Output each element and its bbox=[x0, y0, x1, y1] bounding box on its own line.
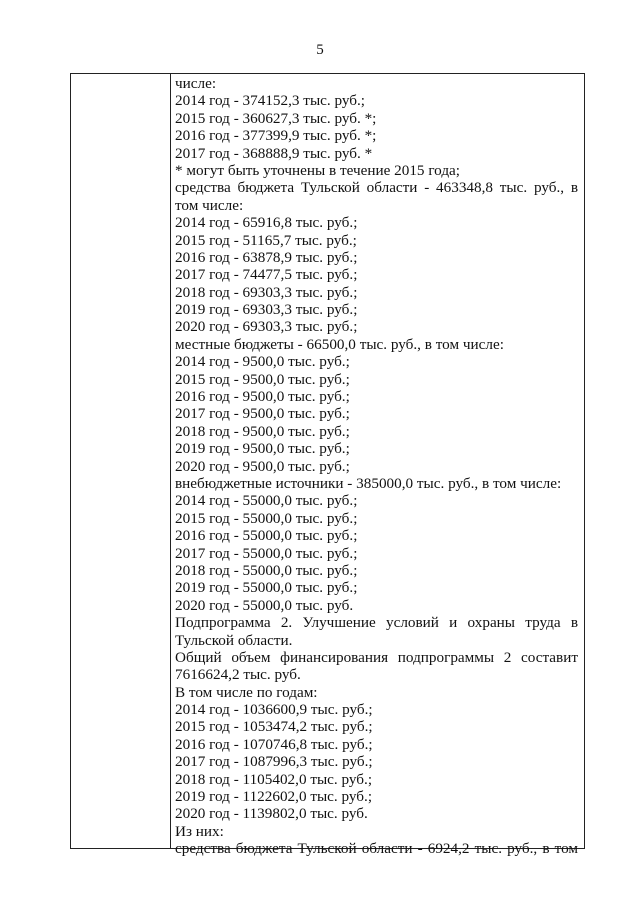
text-line: 2020 год - 9500,0 тыс. руб.; bbox=[175, 457, 350, 475]
text-line: 2017 год - 1087996,3 тыс. руб.; bbox=[175, 753, 373, 771]
text-line: 2014 год - 65916,8 тыс. руб.; bbox=[175, 214, 358, 232]
text-line: 2015 год - 55000,0 тыс. руб.; bbox=[175, 509, 358, 527]
text-line: 2019 год - 69303,3 тыс. руб.; bbox=[175, 301, 358, 319]
text-line: 2015 год - 1053474,2 тыс. руб.; bbox=[175, 718, 373, 736]
text-line: 2016 год - 63878,9 тыс. руб.; bbox=[175, 248, 358, 266]
text-line: 2017 год - 9500,0 тыс. руб.; bbox=[175, 405, 350, 423]
text-line: Подпрограмма 2. Улучшение условий и охраны труда в bbox=[175, 614, 578, 632]
text-line: том числе: bbox=[175, 196, 244, 214]
text-line: 2014 год - 9500,0 тыс. руб.; bbox=[175, 353, 350, 371]
text-line: 2019 год - 55000,0 тыс. руб.; bbox=[175, 579, 358, 597]
text-line: местные бюджеты - 66500,0 тыс. руб., в том числе: bbox=[175, 335, 504, 353]
text-line: 2019 год - 9500,0 тыс. руб.; bbox=[175, 440, 350, 458]
text-line: 2017 год - 74477,5 тыс. руб.; bbox=[175, 266, 358, 284]
text-line: 7616624,2 тыс. руб. bbox=[175, 666, 301, 684]
table-column-left bbox=[170, 74, 171, 848]
text-line: 2014 год - 374152,3 тыс. руб.; bbox=[175, 92, 366, 110]
text-line: 2019 год - 1122602,0 тыс. руб.; bbox=[175, 788, 373, 806]
text-line: 2014 год - 55000,0 тыс. руб.; bbox=[175, 492, 358, 510]
text-line: 2020 год - 55000,0 тыс. руб. bbox=[175, 596, 354, 614]
text-line: 2018 год - 9500,0 тыс. руб.; bbox=[175, 422, 350, 440]
text-line: 2020 год - 1139802,0 тыс. руб. bbox=[175, 805, 368, 823]
text-line: 2020 год - 69303,3 тыс. руб.; bbox=[175, 318, 358, 336]
text-line: внебюджетные источники - 385000,0 тыс. руб., в том числе: bbox=[175, 474, 562, 492]
text-line: 2017 год - 55000,0 тыс. руб.; bbox=[175, 544, 358, 562]
text-line: 2016 год - 9500,0 тыс. руб.; bbox=[175, 388, 350, 406]
text-line: 2018 год - 55000,0 тыс. руб.; bbox=[175, 561, 358, 579]
text-line: 2014 год - 1036600,9 тыс. руб.; bbox=[175, 701, 373, 719]
text-line: 2015 год - 360627,3 тыс. руб. *; bbox=[175, 109, 377, 127]
text-line: средства бюджета Тульской области - 6924,2 тыс. руб., в том bbox=[175, 840, 578, 858]
page-number: 5 bbox=[316, 42, 324, 58]
text-line: 2017 год - 368888,9 тыс. руб. * bbox=[175, 144, 373, 162]
text-line: Тульской области. bbox=[175, 631, 293, 649]
text-line: средства бюджета Тульской области - 463348,8 тыс. руб., в bbox=[175, 179, 578, 197]
text-line: Из них: bbox=[175, 822, 224, 840]
document-table bbox=[70, 73, 585, 858]
text-line: 2018 год - 1105402,0 тыс. руб.; bbox=[175, 770, 373, 788]
text-line: 2016 год - 55000,0 тыс. руб.; bbox=[175, 527, 358, 545]
text-line: числе: bbox=[175, 75, 217, 92]
text-line: Общий объем финансирования подпрограммы 2 составит bbox=[175, 648, 578, 666]
text-line: 2015 год - 51165,7 тыс. руб.; bbox=[175, 231, 357, 249]
text-line: 2015 год - 9500,0 тыс. руб.; bbox=[175, 370, 350, 388]
text-line: 2016 год - 1070746,8 тыс. руб.; bbox=[175, 735, 373, 753]
text-line: 2018 год - 69303,3 тыс. руб.; bbox=[175, 283, 358, 301]
text-line: 2016 год - 377399,9 тыс. руб. *; bbox=[175, 127, 377, 145]
text-line: В том числе по годам: bbox=[175, 683, 318, 701]
table-cell-text bbox=[175, 75, 578, 858]
text-line: * могут быть уточнены в течение 2015 года; bbox=[175, 161, 461, 179]
